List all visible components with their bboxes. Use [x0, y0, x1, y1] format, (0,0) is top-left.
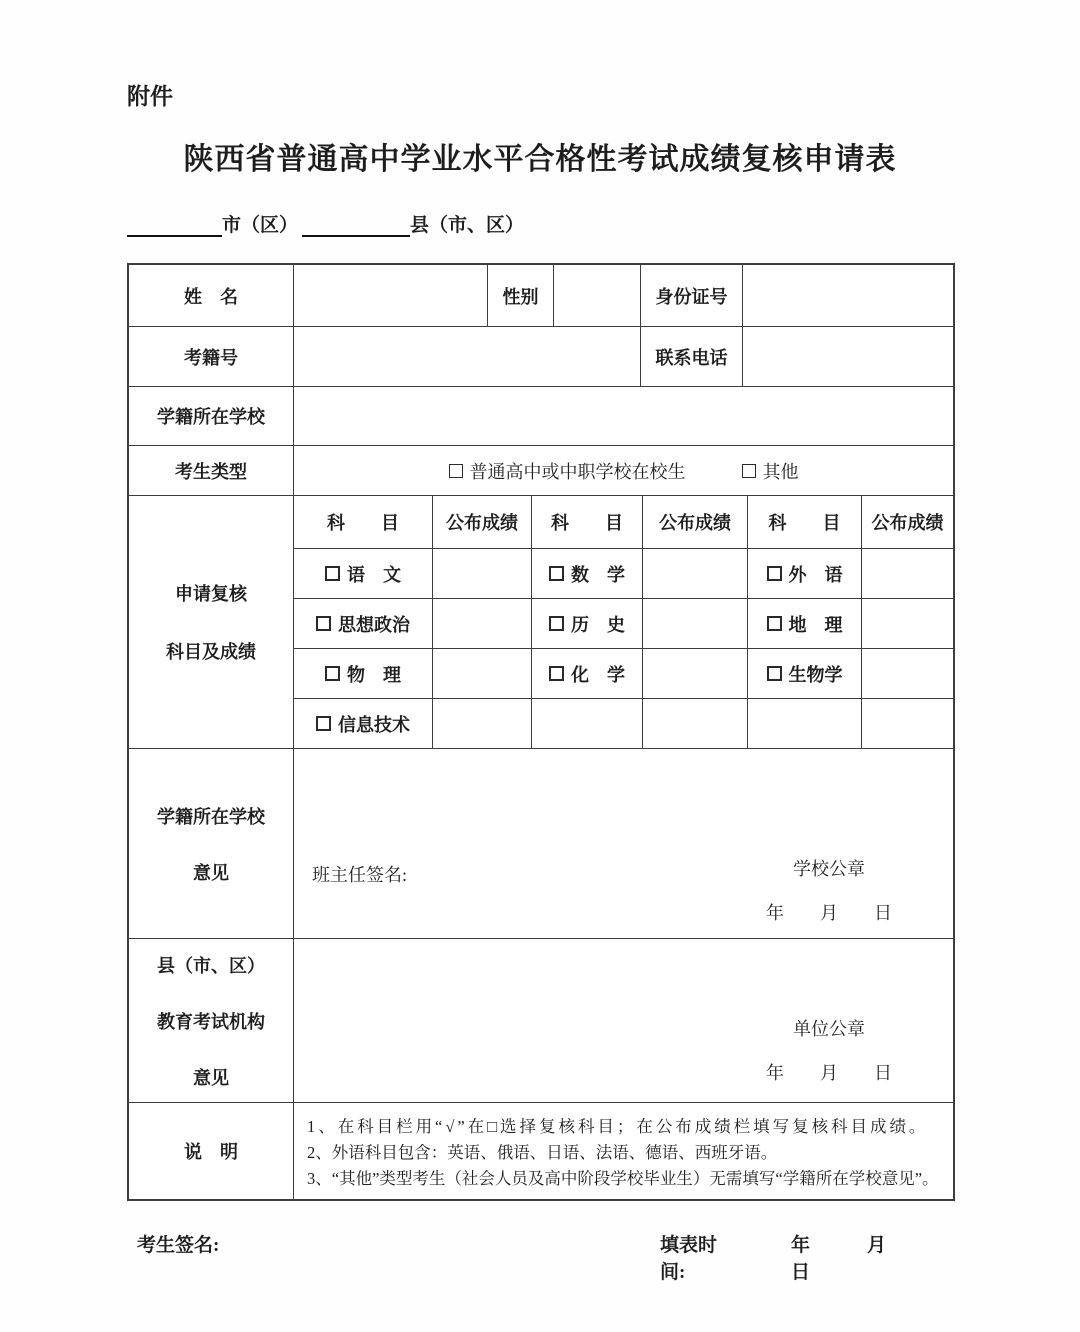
checkbox-icon[interactable] — [449, 464, 463, 478]
score-input-cell[interactable] — [432, 699, 531, 748]
unit-seal-area — [714, 1015, 944, 1085]
subjects-row — [294, 698, 953, 748]
table-row — [129, 386, 953, 445]
empty-subject-cell — [747, 699, 861, 748]
teacher-signature-label: 班主任签名: — [312, 865, 408, 885]
school-opinion-label-cell — [129, 749, 293, 938]
checkbox-icon[interactable] — [767, 566, 782, 581]
school-opinion-date: 年 月 日 — [766, 903, 892, 923]
score-input-cell[interactable] — [861, 699, 953, 748]
score-col-header: 公布成绩 — [861, 496, 953, 548]
score-input-cell[interactable] — [642, 549, 747, 598]
table-row — [129, 265, 953, 326]
subjects-row — [294, 548, 953, 598]
school-opinion-content-cell[interactable] — [293, 749, 953, 938]
subjects-row — [294, 648, 953, 698]
subject-label: 历 史 — [571, 614, 625, 635]
subject-cell — [531, 649, 642, 698]
review-section-label-line: 科目及成绩 — [166, 642, 256, 662]
candidate-type-options-cell — [293, 446, 953, 495]
checkbox-icon[interactable] — [742, 464, 756, 478]
school-opinion-label-line: 学籍所在学校 — [157, 806, 265, 827]
checkbox-icon[interactable] — [316, 616, 331, 631]
name-value-cell[interactable] — [293, 265, 487, 326]
subjects-grid — [293, 496, 953, 748]
score-input-cell[interactable] — [861, 549, 953, 598]
subject-label: 语 文 — [347, 564, 401, 585]
phone-label-cell: 联系电话 — [640, 327, 742, 386]
school-seal-label: 学校公章 — [793, 859, 865, 879]
empty-subject-cell — [531, 699, 642, 748]
score-input-cell[interactable] — [432, 649, 531, 698]
school-value-cell[interactable] — [293, 387, 953, 445]
school-seal-area — [714, 855, 944, 925]
name-label-cell: 姓 名 — [184, 286, 238, 307]
county-suffix-label: 县（市、区） — [410, 215, 525, 236]
subjects-row — [294, 598, 953, 648]
note-item: 1、在科目栏用“√”在□选择复核科目；在公布成绩栏填写复核科目成绩。 — [307, 1117, 929, 1136]
region-line — [127, 210, 524, 237]
checkbox-icon[interactable] — [767, 666, 782, 681]
county-blank-field[interactable] — [302, 213, 410, 237]
subject-cell — [294, 599, 432, 648]
exam-no-value-cell[interactable] — [293, 327, 640, 386]
score-input-cell[interactable] — [642, 599, 747, 648]
table-row — [129, 445, 953, 495]
application-form-table — [127, 263, 955, 1201]
review-section-label-line: 申请复核 — [175, 584, 247, 604]
score-col-header: 公布成绩 — [642, 496, 747, 548]
candidate-type-option — [449, 458, 686, 484]
subject-label: 地 理 — [788, 614, 843, 635]
score-input-cell[interactable] — [861, 599, 953, 648]
county-opinion-label-cell — [129, 939, 293, 1102]
notes-content-cell — [293, 1103, 953, 1199]
attachment-label: 附件 — [127, 84, 173, 109]
subject-label: 物 理 — [347, 664, 401, 685]
subject-cell — [294, 699, 432, 748]
city-suffix-label: 市（区） — [222, 215, 299, 236]
gender-label-cell: 性别 — [487, 265, 553, 326]
county-opinion-label-line: 意见 — [193, 1067, 229, 1088]
school-label-cell: 学籍所在学校 — [157, 407, 265, 427]
note-item: 3、“其他”类型考生（社会人员及高中阶段学校毕业生）无需填写“学籍所在学校意见”。 — [307, 1169, 939, 1188]
subject-col-header: 科 目 — [327, 513, 399, 533]
score-input-cell[interactable] — [432, 549, 531, 598]
candidate-signature-label: 考生签名: — [137, 1235, 220, 1256]
page-title: 陕西省普通高中学业水平合格性考试成绩复核申请表 — [183, 143, 897, 176]
checkbox-icon[interactable] — [767, 616, 782, 631]
subject-cell — [747, 649, 861, 698]
checkbox-icon[interactable] — [316, 716, 331, 731]
subject-label: 数 学 — [571, 564, 625, 585]
checkbox-icon[interactable] — [549, 666, 564, 681]
notes-row — [129, 1102, 953, 1199]
score-input-cell[interactable] — [642, 699, 747, 748]
subject-label: 化 学 — [571, 664, 625, 685]
checkbox-icon[interactable] — [549, 566, 564, 581]
notes-label-cell: 说 明 — [184, 1142, 238, 1162]
form-footer — [127, 1230, 955, 1283]
school-opinion-row — [129, 748, 953, 938]
fill-time-group — [660, 1230, 955, 1284]
review-subjects-block — [129, 495, 953, 748]
subject-label: 生物学 — [788, 664, 843, 685]
fill-time-label: 填表时间: — [660, 1235, 718, 1283]
subject-label: 思想政治 — [338, 614, 410, 635]
county-opinion-date: 年 月 日 — [766, 1063, 892, 1083]
subjects-header-row — [294, 496, 953, 548]
score-col-header: 公布成绩 — [432, 496, 531, 548]
subject-label: 信息技术 — [338, 714, 410, 735]
phone-value-cell[interactable] — [742, 327, 953, 386]
school-opinion-label-line: 意见 — [193, 862, 229, 883]
id-number-label-cell: 身份证号 — [640, 265, 742, 326]
score-input-cell[interactable] — [432, 599, 531, 648]
county-opinion-row — [129, 938, 953, 1102]
candidate-type-option-label: 其他 — [762, 461, 799, 482]
subject-cell — [294, 649, 432, 698]
unit-seal-label: 单位公章 — [793, 1019, 865, 1039]
checkbox-icon[interactable] — [325, 566, 340, 581]
subject-cell — [294, 549, 432, 598]
checkbox-icon[interactable] — [325, 666, 340, 681]
table-row — [129, 326, 953, 386]
note-item: 2、外语科目包含：英语、俄语、日语、法语、德语、西班牙语。 — [307, 1143, 778, 1162]
candidate-type-option-label: 普通高中或中职学校在校生 — [469, 461, 686, 482]
subject-cell — [747, 549, 861, 598]
candidate-type-label-cell: 考生类型 — [175, 461, 247, 482]
subject-col-header: 科 目 — [531, 496, 642, 548]
city-blank-field[interactable] — [127, 213, 222, 237]
subject-cell — [747, 599, 861, 648]
gender-value-cell[interactable] — [553, 265, 640, 326]
county-opinion-label-line: 县（市、区） — [157, 955, 265, 976]
fill-time-date: 年 月 日 — [790, 1235, 943, 1283]
subject-cell — [531, 599, 642, 648]
review-section-label-cell — [129, 496, 293, 748]
exam-no-label-cell: 考籍号 — [184, 347, 238, 368]
county-opinion-label-line: 教育考试机构 — [157, 1011, 265, 1032]
candidate-type-option — [742, 458, 799, 484]
subject-col-header: 科 目 — [747, 496, 861, 548]
score-input-cell[interactable] — [861, 649, 953, 698]
county-opinion-content-cell[interactable] — [293, 939, 953, 1102]
subject-label: 外 语 — [788, 564, 843, 585]
subject-cell — [531, 549, 642, 598]
checkbox-icon[interactable] — [549, 616, 564, 631]
score-input-cell[interactable] — [642, 649, 747, 698]
id-number-value-cell[interactable] — [742, 265, 953, 326]
